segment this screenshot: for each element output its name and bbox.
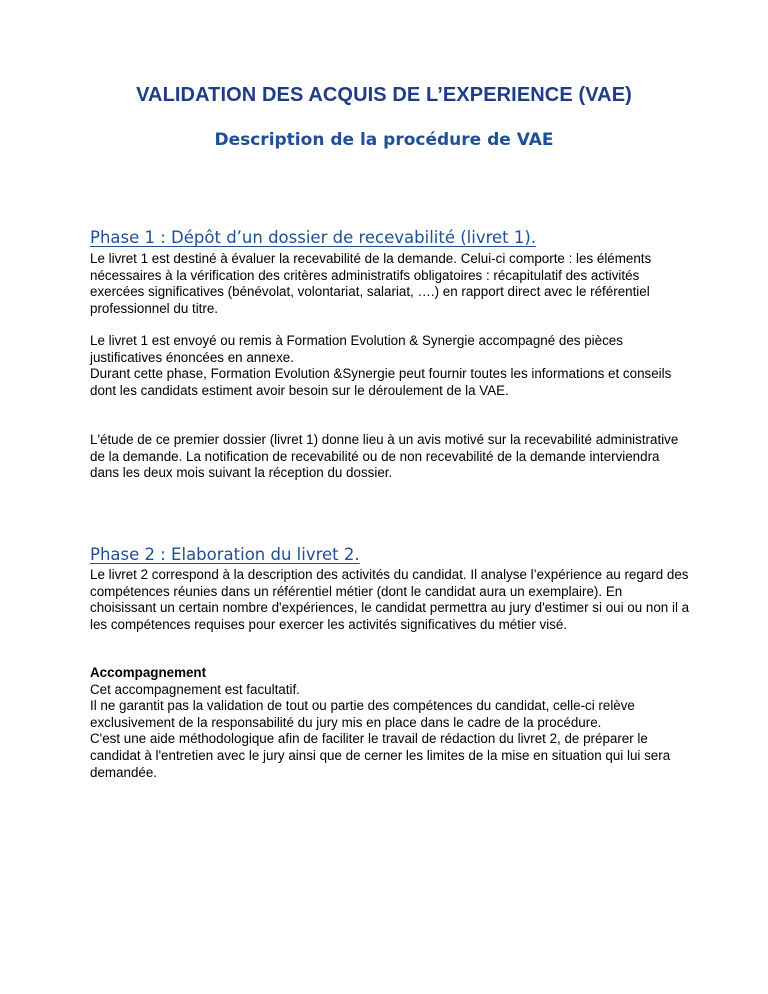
accompagnement-paragraph-3: C'est une aide méthodologique afin de faciliter le travail de rédaction du livret 2, de préparer le candidat à l'entretien avec le jury ainsi que de cerner les limites de la mise en situation qui lui sera demandée. [90,731,671,780]
accompagnement-paragraph-1: Cet accompagnement est facultatif. [90,681,300,697]
document-subtitle: Description de la procédure de VAE [214,130,554,150]
accompagnement-paragraph-2: Il ne garantit pas la validation de tout ou partie des compétences du candidat, celle-ci relève exclusivement de la responsabilité du jury mis en place dans le cadre de la procédure. [90,698,635,730]
phase-1-paragraph-1: Le livret 1 est destiné à évaluer la recevabilité de la demande. Celui-ci comporte : les éléments nécessaires à la vérification des critères administratifs obligatoires : récapitulatif des activités exercées significatives (bénévolat, volontariat, salariat, ….) en rapport direct avec le référentiel professionnel du titre. [90,251,652,316]
accompagnement-section [90,665,690,781]
phase-1-section-3 [90,432,690,482]
phase-1-section [90,251,690,317]
phase-2-heading: Phase 2 : Elaboration du livret 2. [90,545,360,564]
accompagnement-heading: Accompagnement [90,665,207,680]
document-title: VALIDATION DES ACQUIS DE L’EXPERIENCE (VAE) [136,84,632,106]
phase-1-section-2 [90,333,690,399]
phase-1-paragraph-2: Le livret 1 est envoyé ou remis à Formation Evolution & Synergie accompagné des pièces justificatives énoncées en annexe. [90,333,623,365]
phase-2-paragraph-1: Le livret 2 correspond à la description des activités du candidat. Il analyse l’expérience au regard des compétences réunies dans un référentiel métier (dont le candidat aura un exemplaire). En choisissant un certain nombre d'expériences, le candidat permettra au jury d'estimer si oui ou non il a les compétences requises pour exercer les activités significatives du métier visé. [90,567,690,632]
phase-1-paragraph-3: Durant cette phase, Formation Evolution &Synergie peut fournir toutes les informations et conseils dont les candidats estiment avoir besoin sur le déroulement de la VAE. [90,366,672,398]
phase-2-section [90,567,690,633]
phase-1-paragraph-4: L'étude de ce premier dossier (livret 1) donne lieu à un avis motivé sur la recevabilité administrative de la demande. La notification de recevabilité ou de non recevabilité de la demande interviendra dans les deux mois suivant la réception du dossier. [90,432,679,481]
phase-1-heading: Phase 1 : Dépôt d’un dossier de recevabilité (livret 1). [90,228,537,247]
